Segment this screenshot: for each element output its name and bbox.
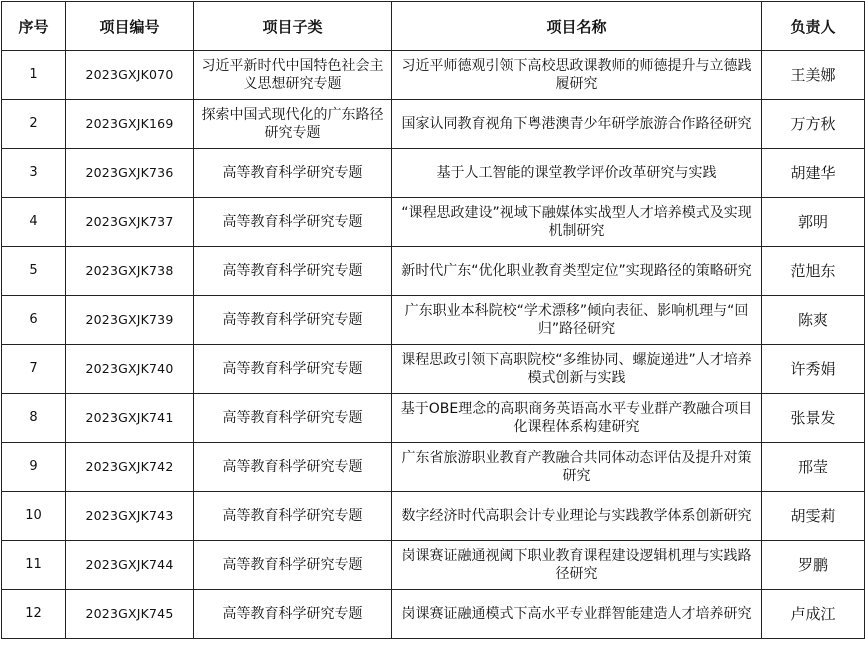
row-project-code: 2023GXJK737 bbox=[66, 198, 194, 247]
row-project-code: 2023GXJK169 bbox=[66, 100, 194, 149]
row-project-name: 基于OBE理念的高职商务英语高水平专业群产教融合项目化课程体系构建研究 bbox=[392, 394, 762, 443]
row-index: 10 bbox=[2, 492, 66, 541]
row-project-name: 数字经济时代高职会计专业理论与实践教学体系创新研究 bbox=[392, 492, 762, 541]
row-project-name: 习近平师德观引领下高校思政课教师的师德提升与立德践履研究 bbox=[392, 51, 762, 100]
row-project-subcategory: 高等教育科学研究专题 bbox=[194, 492, 392, 541]
row-index: 11 bbox=[2, 541, 66, 590]
row-project-code: 2023GXJK070 bbox=[66, 51, 194, 100]
row-project-code: 2023GXJK745 bbox=[66, 590, 194, 639]
table-row bbox=[2, 198, 865, 247]
header-index: 序号 bbox=[2, 2, 66, 51]
row-index: 5 bbox=[2, 247, 66, 296]
table-row bbox=[2, 590, 865, 639]
row-index: 6 bbox=[2, 296, 66, 345]
row-project-name: 岗课赛证融通模式下高水平专业群智能建造人才培养研究 bbox=[392, 590, 762, 639]
header-project-subcategory: 项目子类 bbox=[194, 2, 392, 51]
row-project-code: 2023GXJK741 bbox=[66, 394, 194, 443]
row-index: 12 bbox=[2, 590, 66, 639]
row-project-subcategory: 高等教育科学研究专题 bbox=[194, 345, 392, 394]
row-project-subcategory: 高等教育科学研究专题 bbox=[194, 394, 392, 443]
row-project-name: “课程思政建设”视域下融媒体实战型人才培养模式及实现机制研究 bbox=[392, 198, 762, 247]
row-project-name: 岗课赛证融通视阈下职业教育课程建设逻辑机理与实践路径研究 bbox=[392, 541, 762, 590]
row-project-subcategory: 探索中国式现代化的广东路径研究专题 bbox=[194, 100, 392, 149]
row-project-code: 2023GXJK742 bbox=[66, 443, 194, 492]
row-index: 7 bbox=[2, 345, 66, 394]
row-index: 3 bbox=[2, 149, 66, 198]
table-row bbox=[2, 51, 865, 100]
table-row bbox=[2, 100, 865, 149]
row-index: 9 bbox=[2, 443, 66, 492]
row-project-name: 课程思政引领下高职院校“多维协同、螺旋递进”人才培养模式创新与实践 bbox=[392, 345, 762, 394]
row-project-code: 2023GXJK744 bbox=[66, 541, 194, 590]
table-row bbox=[2, 345, 865, 394]
row-project-name: 广东职业本科院校“学术漂移”倾向表征、影响机理与“回归”路径研究 bbox=[392, 296, 762, 345]
row-project-name: 新时代广东“优化职业教育类型定位”实现路径的策略研究 bbox=[392, 247, 762, 296]
header-project-code: 项目编号 bbox=[66, 2, 194, 51]
row-leader: 胡雯莉 bbox=[762, 492, 865, 541]
row-project-subcategory: 高等教育科学研究专题 bbox=[194, 198, 392, 247]
row-project-name: 国家认同教育视角下粤港澳青少年研学旅游合作路径研究 bbox=[392, 100, 762, 149]
row-leader: 邢莹 bbox=[762, 443, 865, 492]
project-table bbox=[1, 1, 865, 639]
row-project-name: 基于人工智能的课堂教学评价改革研究与实践 bbox=[392, 149, 762, 198]
row-leader: 许秀娟 bbox=[762, 345, 865, 394]
row-index: 1 bbox=[2, 51, 66, 100]
row-leader: 胡建华 bbox=[762, 149, 865, 198]
row-index: 2 bbox=[2, 100, 66, 149]
table-row bbox=[2, 492, 865, 541]
row-project-subcategory: 高等教育科学研究专题 bbox=[194, 149, 392, 198]
row-leader: 万方秋 bbox=[762, 100, 865, 149]
header-leader: 负责人 bbox=[762, 2, 865, 51]
row-project-name: 广东省旅游职业教育产教融合共同体动态评估及提升对策研究 bbox=[392, 443, 762, 492]
row-project-subcategory: 习近平新时代中国特色社会主义思想研究专题 bbox=[194, 51, 392, 100]
row-leader: 郭明 bbox=[762, 198, 865, 247]
table-row bbox=[2, 443, 865, 492]
row-leader: 陈爽 bbox=[762, 296, 865, 345]
row-leader: 范旭东 bbox=[762, 247, 865, 296]
row-leader: 王美娜 bbox=[762, 51, 865, 100]
row-project-subcategory: 高等教育科学研究专题 bbox=[194, 443, 392, 492]
row-project-subcategory: 高等教育科学研究专题 bbox=[194, 541, 392, 590]
row-leader: 张景发 bbox=[762, 394, 865, 443]
table-row bbox=[2, 541, 865, 590]
row-project-subcategory: 高等教育科学研究专题 bbox=[194, 296, 392, 345]
row-leader: 罗鹏 bbox=[762, 541, 865, 590]
table-row bbox=[2, 149, 865, 198]
row-project-subcategory: 高等教育科学研究专题 bbox=[194, 590, 392, 639]
table-row bbox=[2, 247, 865, 296]
row-leader: 卢成江 bbox=[762, 590, 865, 639]
row-index: 8 bbox=[2, 394, 66, 443]
table-header-row bbox=[2, 2, 865, 51]
row-index: 4 bbox=[2, 198, 66, 247]
row-project-code: 2023GXJK743 bbox=[66, 492, 194, 541]
row-project-code: 2023GXJK740 bbox=[66, 345, 194, 394]
table-row bbox=[2, 394, 865, 443]
row-project-subcategory: 高等教育科学研究专题 bbox=[194, 247, 392, 296]
table-row bbox=[2, 296, 865, 345]
row-project-code: 2023GXJK738 bbox=[66, 247, 194, 296]
header-project-name: 项目名称 bbox=[392, 2, 762, 51]
row-project-code: 2023GXJK736 bbox=[66, 149, 194, 198]
row-project-code: 2023GXJK739 bbox=[66, 296, 194, 345]
